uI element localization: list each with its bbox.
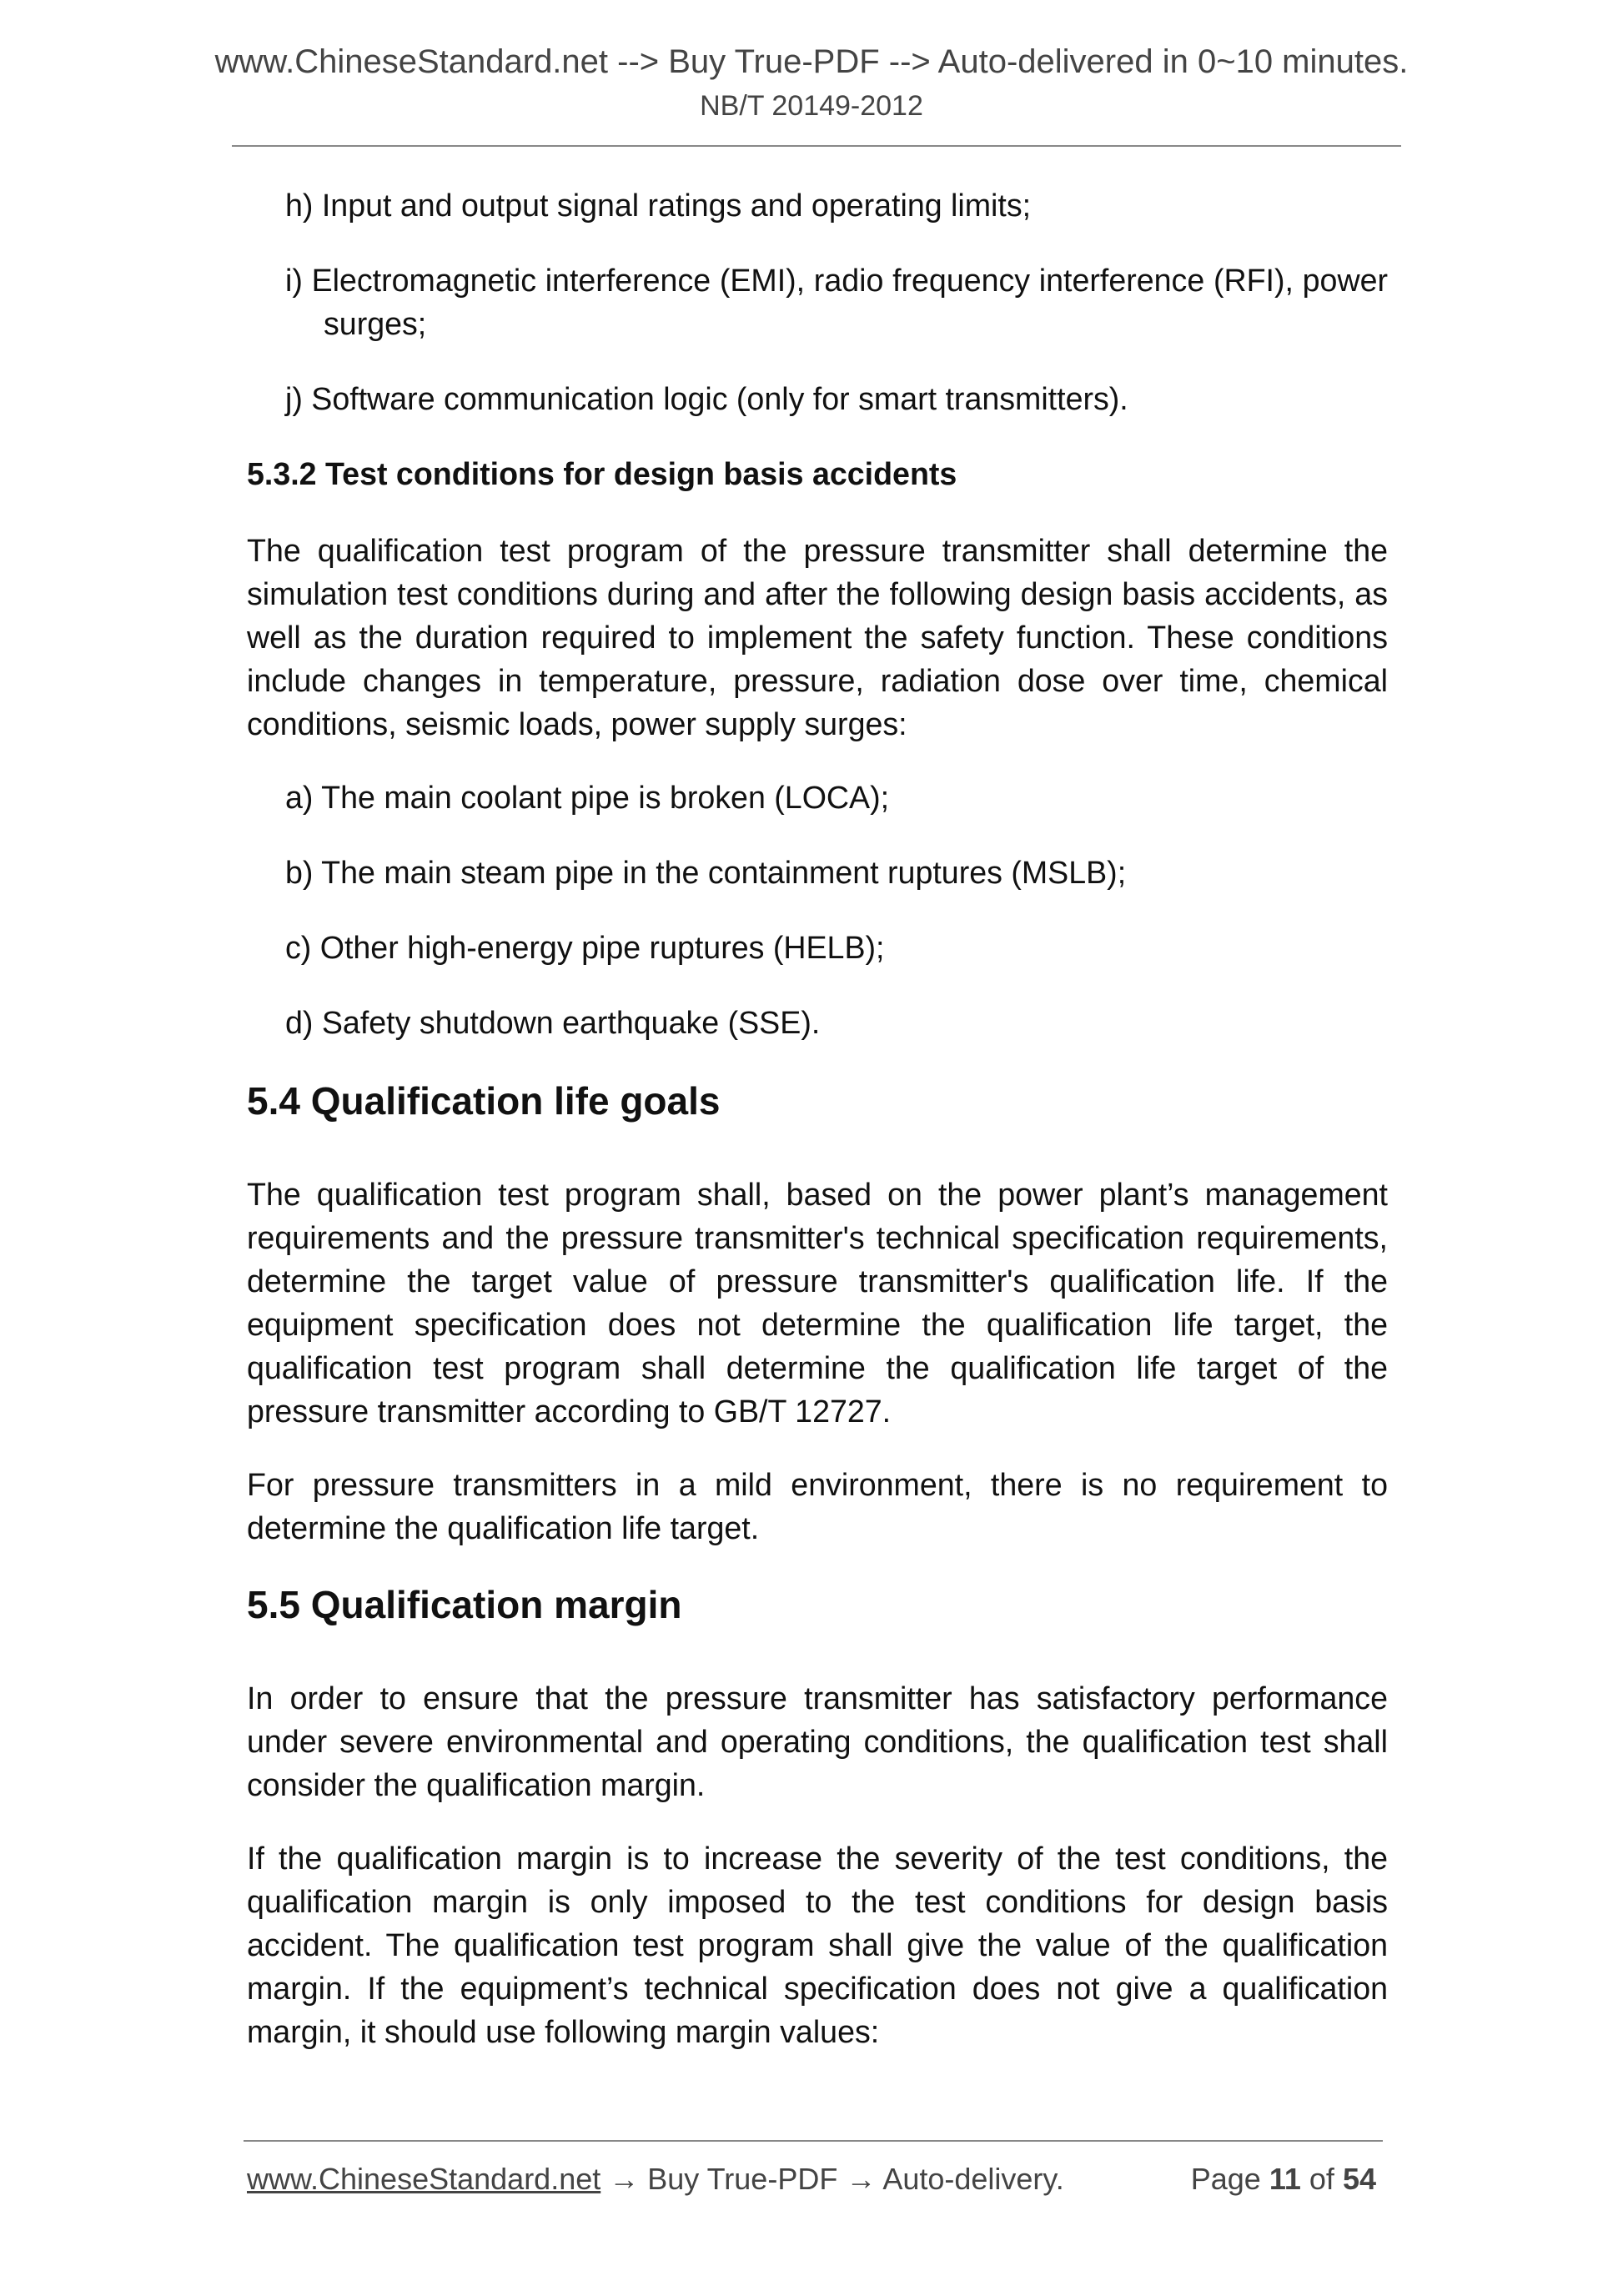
page-total: 54: [1342, 2162, 1376, 2196]
accident-item-a: a) The main coolant pipe is broken (LOCA);: [285, 780, 890, 815]
section-5-4-paragraph-1: The qualification test program shall, based on the power plant’s management requirements and the pressure transmitter's technical specification requirements, determine the target value of pressure transmitter's qualification life. If the equipment specification does not determine the qualification life target, the qualification test program shall determine the qualification life target of the pressure transmitter according to GB/T 12727.: [247, 1177, 1388, 1429]
of-label: of: [1309, 2162, 1334, 2196]
section-5-4-paragraph-2: For pressure transmitters in a mild environment, there is no requirement to determine the qualification life target.: [247, 1467, 1388, 1545]
page-number: [1191, 2162, 1376, 2197]
footer-tagline: → Buy True-PDF → Auto-delivery.: [600, 2162, 1064, 2196]
accident-list: [247, 776, 1388, 1044]
accident-item-c: c) Other high-energy pipe ruptures (HELB);: [285, 930, 885, 965]
footer-website-link[interactable]: www.ChineseStandard.net: [247, 2162, 601, 2196]
section-5-5-heading: 5.5 Qualification margin: [247, 1583, 682, 1626]
list-item-i: i) Electromagnetic interference (EMI), radio frequency interference (RFI), power surges;: [285, 263, 1388, 341]
section-5-3-2-paragraph: The qualification test program of the pressure transmitter shall determine the simulation test conditions during and after the following design basis accidents, as well as the duration required to implement the safety function. These conditions include changes in temperature, pressure, radiation dose over time, chemical conditions, seismic loads, power supply surges:: [247, 533, 1388, 741]
section-5-5-paragraph-2: If the qualification margin is to increase the severity of the test conditions, the qualification margin is only imposed to the test conditions for design basis accident. The qualification test program shall give the value of the qualification margin. If the equipment’s technical specification does not give a qualification margin, it should use following margin values:: [247, 1841, 1388, 2049]
page-current: 11: [1269, 2162, 1301, 2196]
list-item-h: h) Input and output signal ratings and operating limits;: [285, 188, 1032, 223]
header-divider: [232, 145, 1401, 147]
page-footer: [247, 2162, 1376, 2203]
section-5-5-paragraph-1: In order to ensure that the pressure transmitter has satisfactory performance under severe environmental and operating conditions, the qualification test shall consider the qualification margin.: [247, 1681, 1388, 1802]
footer-left: [247, 2162, 1064, 2197]
accident-item-d: d) Safety shutdown earthquake (SSE).: [285, 1005, 821, 1040]
page-label: Page: [1190, 2162, 1261, 2196]
standard-code: NB/T 20149-2012: [700, 90, 923, 122]
accident-item-b: b) The main steam pipe in the containment ruptures (MSLB);: [285, 855, 1127, 890]
section-5-3-2-heading: 5.3.2 Test conditions for design basis accidents: [247, 456, 957, 491]
page-content: [247, 183, 1388, 2083]
list-item-j: j) Software communication logic (only for smart transmitters).: [285, 381, 1128, 416]
requirements-list-continued: [247, 183, 1388, 420]
footer-divider: [244, 2140, 1383, 2142]
top-banner: www.ChineseStandard.net --> Buy True-PDF --> Auto-delivered in 0~10 minutes.: [214, 43, 1409, 80]
section-5-4-heading: 5.4 Qualification life goals: [247, 1079, 721, 1123]
